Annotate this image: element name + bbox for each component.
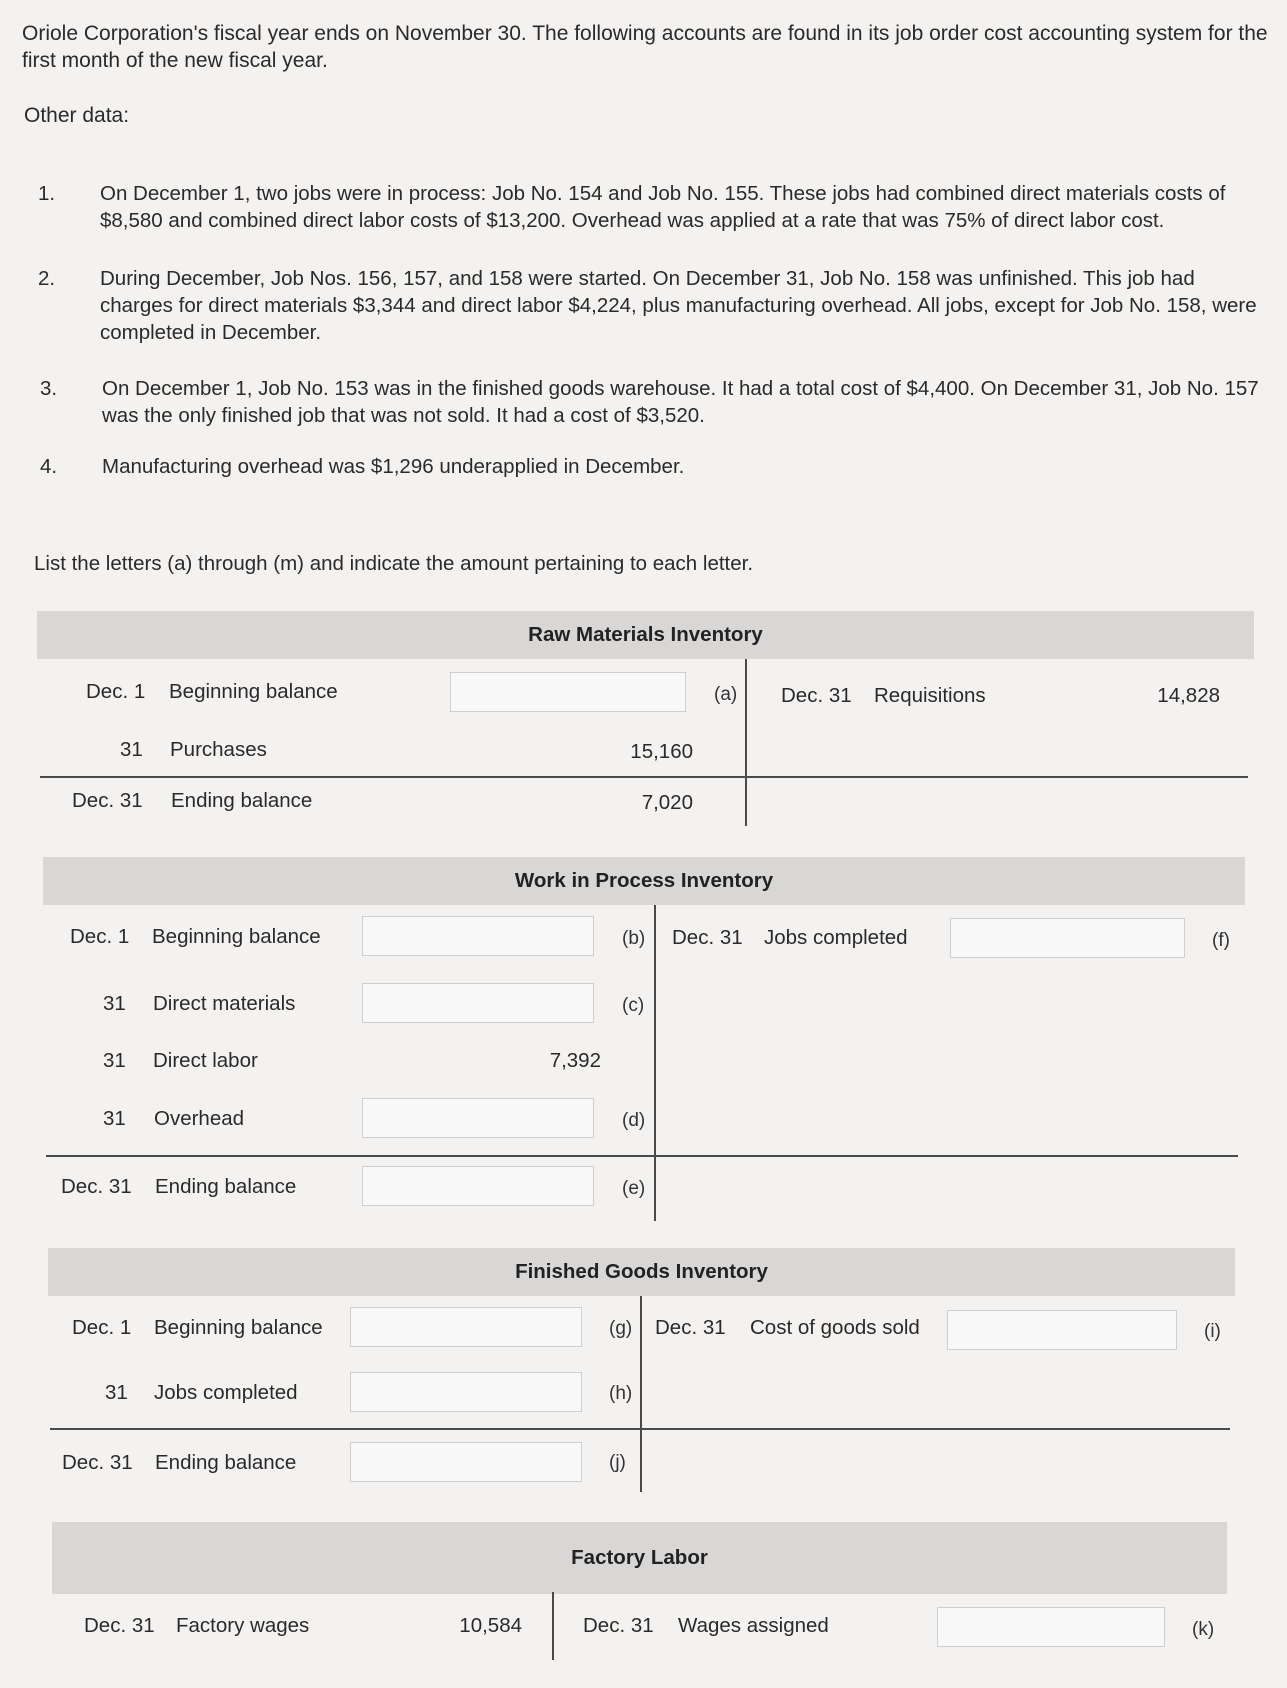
entry-date: Dec. 1 bbox=[72, 1316, 132, 1339]
entry-date: 31 bbox=[103, 1049, 126, 1072]
amount-input-d[interactable] bbox=[362, 1098, 594, 1138]
t-account-divider bbox=[654, 905, 656, 1221]
t-account-rule bbox=[40, 776, 1248, 778]
amount-input-e[interactable] bbox=[362, 1166, 594, 1206]
entry-description: Direct materials bbox=[153, 992, 296, 1015]
entry-description: Requisitions bbox=[874, 684, 986, 707]
item-text: On December 1, two jobs were in process: Job No. 154 and Job No. 155. These jobs had combined direct materials costs of $8,580 and combined direct labor costs of $13,200. Overhead was applied at a rate that was 75% of direct labor cost. bbox=[100, 182, 1226, 232]
entry-description: Ending balance bbox=[171, 789, 313, 812]
answer-letter: (j) bbox=[609, 1452, 626, 1473]
item-text: On December 1, Job No. 153 was in the finished goods warehouse. It had a total cost of $4,400. On December 31, Job No. 157 was the only finished job that was not sold. It had a cost of $3,520. bbox=[102, 377, 1259, 427]
entry-date: 31 bbox=[103, 992, 126, 1015]
answer-letter: (h) bbox=[609, 1383, 633, 1404]
entry-description: Ending balance bbox=[155, 1451, 297, 1474]
entry-description: Direct labor bbox=[153, 1049, 258, 1072]
entry-date: Dec. 31 bbox=[62, 1451, 133, 1474]
amount-input-b[interactable] bbox=[362, 916, 594, 956]
entry-date: Dec. 31 bbox=[583, 1614, 654, 1637]
entry-date: 31 bbox=[120, 738, 143, 761]
t-account-rule bbox=[46, 1155, 1238, 1157]
entry-date: Dec. 31 bbox=[655, 1316, 726, 1339]
entry-description: Jobs completed bbox=[154, 1381, 298, 1404]
amount-input-j[interactable] bbox=[350, 1442, 582, 1482]
entry-description: Wages assigned bbox=[678, 1614, 829, 1637]
other-data-label: Other data: bbox=[24, 104, 130, 127]
entry-date: Dec. 31 bbox=[84, 1614, 155, 1637]
entry-description: Overhead bbox=[154, 1107, 245, 1130]
answer-letter: (d) bbox=[622, 1110, 646, 1131]
entry-date: 31 bbox=[103, 1107, 126, 1130]
answer-letter: (k) bbox=[1192, 1619, 1215, 1640]
t-account-divider bbox=[552, 1592, 554, 1660]
amount-input-c[interactable] bbox=[362, 983, 594, 1023]
entry-date: Dec. 31 bbox=[672, 926, 743, 949]
entry-amount: 10,584 bbox=[459, 1614, 522, 1637]
item-number: 3. bbox=[40, 377, 58, 400]
t-account-divider bbox=[640, 1296, 642, 1492]
entry-amount: 15,160 bbox=[630, 740, 693, 763]
account-title: Work in Process Inventory bbox=[43, 857, 1245, 905]
entry-date: Dec. 31 bbox=[61, 1175, 132, 1198]
item-text: During December, Job Nos. 156, 157, and 158 were started. On December 31, Job No. 158 was unfinished. This job had charges for direct materials $3,344 and direct labor $4,224, plus manufacturing overhead. All jobs, except for Job No. 158, were completed in December. bbox=[100, 267, 1257, 344]
amount-input-i[interactable] bbox=[947, 1310, 1177, 1350]
entry-amount: 14,828 bbox=[1157, 684, 1220, 707]
amount-input-k[interactable] bbox=[937, 1607, 1165, 1647]
entry-description: Beginning balance bbox=[169, 680, 338, 703]
entry-amount: 7,392 bbox=[549, 1049, 601, 1072]
item-number: 4. bbox=[40, 455, 58, 478]
entry-date: Dec. 31 bbox=[781, 684, 852, 707]
account-title: Raw Materials Inventory bbox=[37, 611, 1254, 659]
item-text: Manufacturing overhead was $1,296 underapplied in December. bbox=[102, 455, 685, 478]
entry-date: Dec. 31 bbox=[72, 789, 143, 812]
t-account-divider bbox=[745, 659, 747, 826]
answer-letter: (b) bbox=[622, 928, 646, 949]
answer-letter: (i) bbox=[1204, 1321, 1221, 1342]
entry-date: 31 bbox=[105, 1381, 128, 1404]
amount-input-a[interactable] bbox=[450, 672, 686, 712]
entry-description: Cost of goods sold bbox=[750, 1316, 920, 1339]
entry-description: Beginning balance bbox=[154, 1316, 323, 1339]
entry-description: Factory wages bbox=[176, 1614, 310, 1637]
entry-description: Purchases bbox=[170, 738, 267, 761]
item-number: 2. bbox=[38, 267, 56, 290]
amount-input-g[interactable] bbox=[350, 1307, 582, 1347]
account-title: Factory Labor bbox=[52, 1522, 1227, 1594]
item-number: 1. bbox=[38, 182, 56, 205]
entry-date: Dec. 1 bbox=[70, 925, 130, 948]
entry-description: Ending balance bbox=[155, 1175, 297, 1198]
instruction: List the letters (a) through (m) and indicate the amount pertaining to each letter. bbox=[34, 552, 754, 575]
amount-input-f[interactable] bbox=[950, 918, 1185, 958]
answer-letter: (c) bbox=[622, 995, 645, 1016]
entry-description: Beginning balance bbox=[152, 925, 321, 948]
entry-amount: 7,020 bbox=[641, 791, 693, 814]
entry-description: Jobs completed bbox=[764, 926, 908, 949]
problem-intro: Oriole Corporation's fiscal year ends on November 30. The following accounts are found in its job order cost accounting system for the first month of the new fiscal year. bbox=[22, 22, 1268, 72]
answer-letter: (f) bbox=[1212, 930, 1230, 951]
account-title: Finished Goods Inventory bbox=[48, 1248, 1235, 1296]
entry-date: Dec. 1 bbox=[86, 680, 146, 703]
answer-letter: (e) bbox=[622, 1178, 646, 1199]
amount-input-h[interactable] bbox=[350, 1372, 582, 1412]
answer-letter: (a) bbox=[714, 684, 738, 705]
answer-letter: (g) bbox=[609, 1318, 633, 1339]
